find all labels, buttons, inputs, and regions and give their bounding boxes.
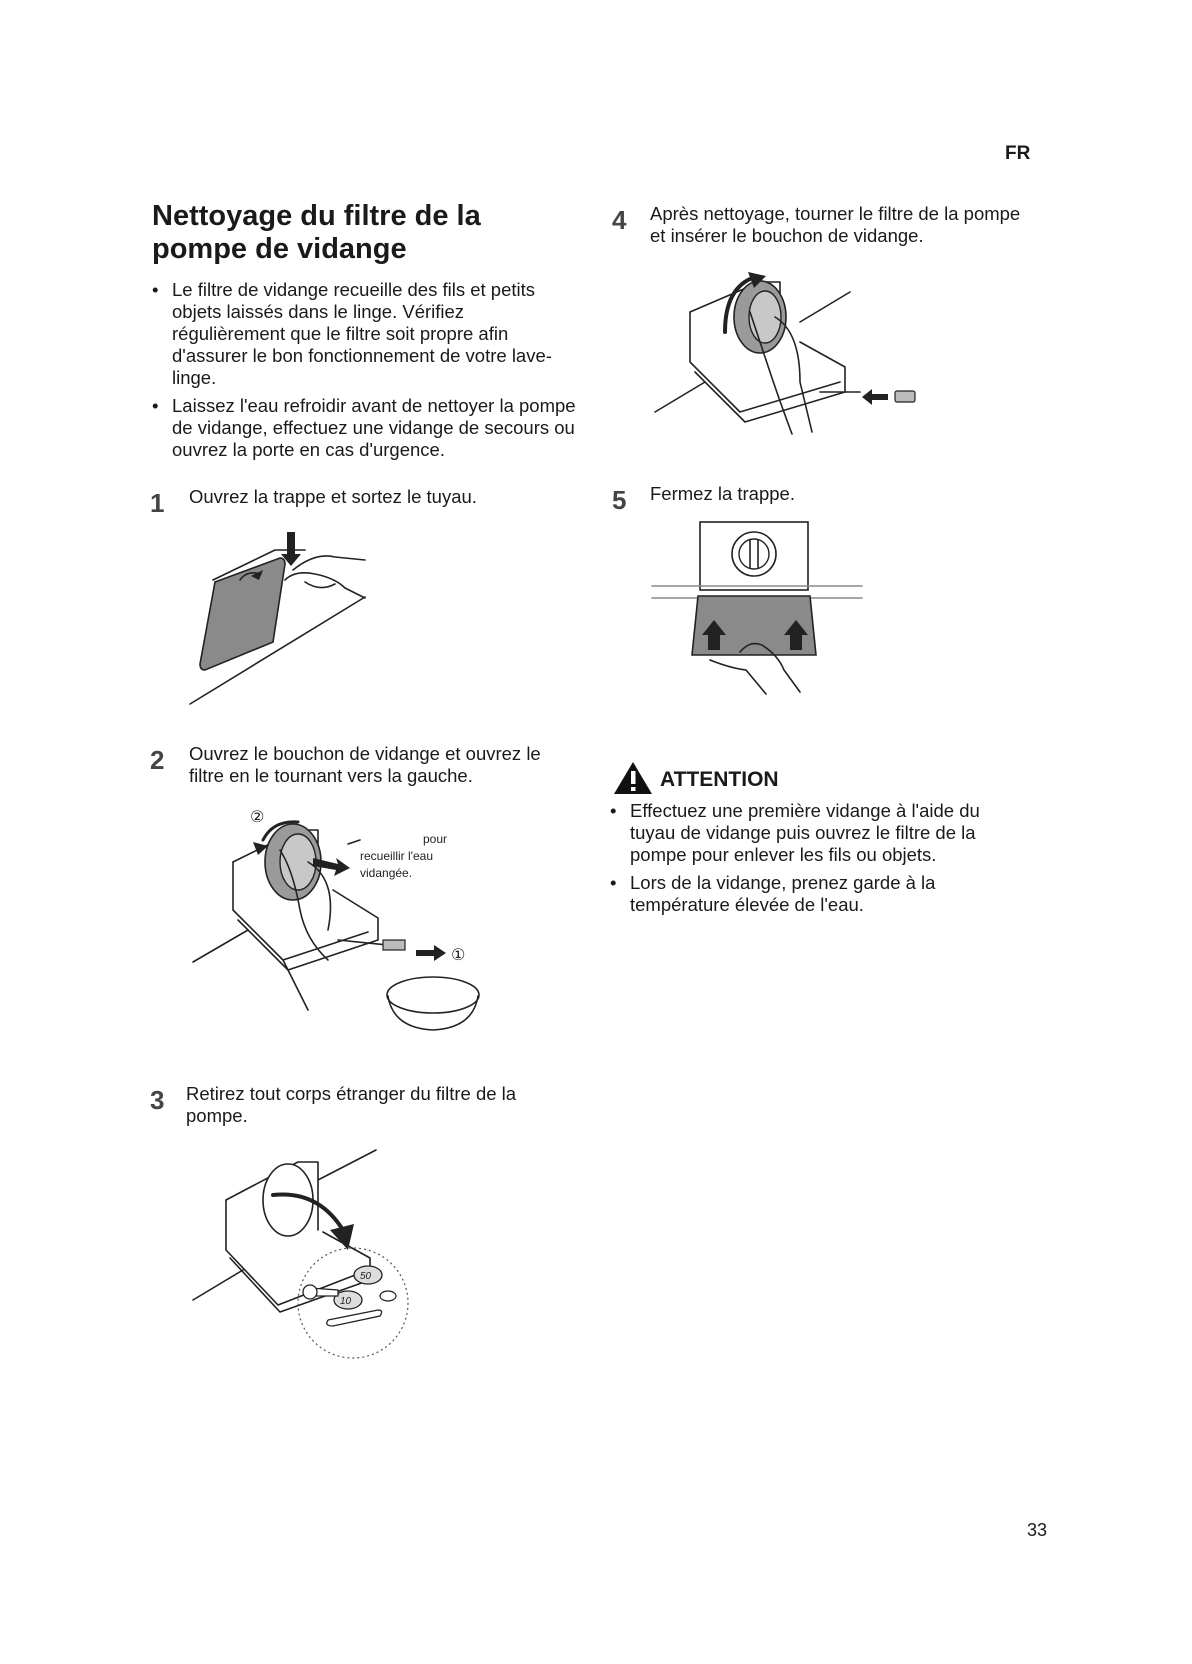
step-text: Retirez tout corps étranger du filtre de la pompe. [186, 1083, 517, 1126]
warning-triangle-icon [612, 760, 654, 796]
step4-illustration [650, 262, 920, 442]
caution-bullet-list [610, 800, 1030, 922]
button-object [380, 1291, 396, 1301]
page-title: Nettoyage du filtre de la pompe de vidange [152, 200, 481, 265]
step-text: Fermez la trappe. [650, 483, 795, 504]
coin-label: 10 [340, 1296, 352, 1307]
step-number: 5 [612, 485, 627, 515]
intro-bullet: • Laissez l'eau refroidir avant de nettoyer la pompe de vidange, effectuez une vidange de secours ou ouvrez la porte en cas d'urgence. [152, 395, 582, 461]
drain-cap [895, 391, 915, 402]
callout-note-line: vidangée. [360, 866, 413, 880]
step-text: Ouvrez la trappe et sortez le tuyau. [189, 486, 477, 507]
step-text: Après nettoyage, tourner le filtre de la pompe et insérer le bouchon de vidange. [650, 203, 1021, 246]
step2-illustration [188, 800, 498, 1035]
step-number: 4 [612, 205, 627, 235]
step3-illustration [188, 1140, 418, 1360]
step5-illustration [650, 520, 865, 695]
caution-bullet: • Lors de la vidange, prenez garde à la température élevée de l'eau. [610, 872, 1030, 916]
language-label: FR [1005, 143, 1031, 164]
intro-bullet: • Le filtre de vidange recueille des fils et petits objets laissés dans le linge. Vérifiez régulièrement que le filtre soit propre afin d'assurer le bon fonctionnement de votre lave-linge. [152, 279, 582, 389]
page-number: 33 [1027, 1520, 1048, 1540]
caution-bullet: • Effectuez une première vidange à l'aide du tuyau de vidange puis ouvrez le filtre de la pompe pour enlever les fils ou objets. [610, 800, 1030, 866]
callout-note-line: pour [423, 832, 448, 846]
safety-pin-icon [327, 1310, 382, 1326]
callout-note-line: recueillir l'eau [360, 849, 433, 863]
intro-bullet-list [152, 279, 582, 467]
step-number: 1 [150, 488, 165, 518]
water-bowl [387, 977, 479, 1013]
step-number: 3 [150, 1085, 165, 1115]
step-number: 2 [150, 745, 165, 775]
caution-title: ATTENTION [660, 768, 779, 791]
step-text: Ouvrez le bouchon de vidange et ouvrez le filtre en le tournant vers la gauche. [189, 743, 541, 786]
callout-marker-1: ① [451, 947, 466, 964]
right-arrow-icon [416, 945, 446, 961]
step1-illustration [185, 522, 385, 707]
coin-label: 50 [360, 1271, 372, 1282]
callout-marker-2: ② [250, 809, 265, 826]
left-arrow-icon [862, 389, 888, 405]
